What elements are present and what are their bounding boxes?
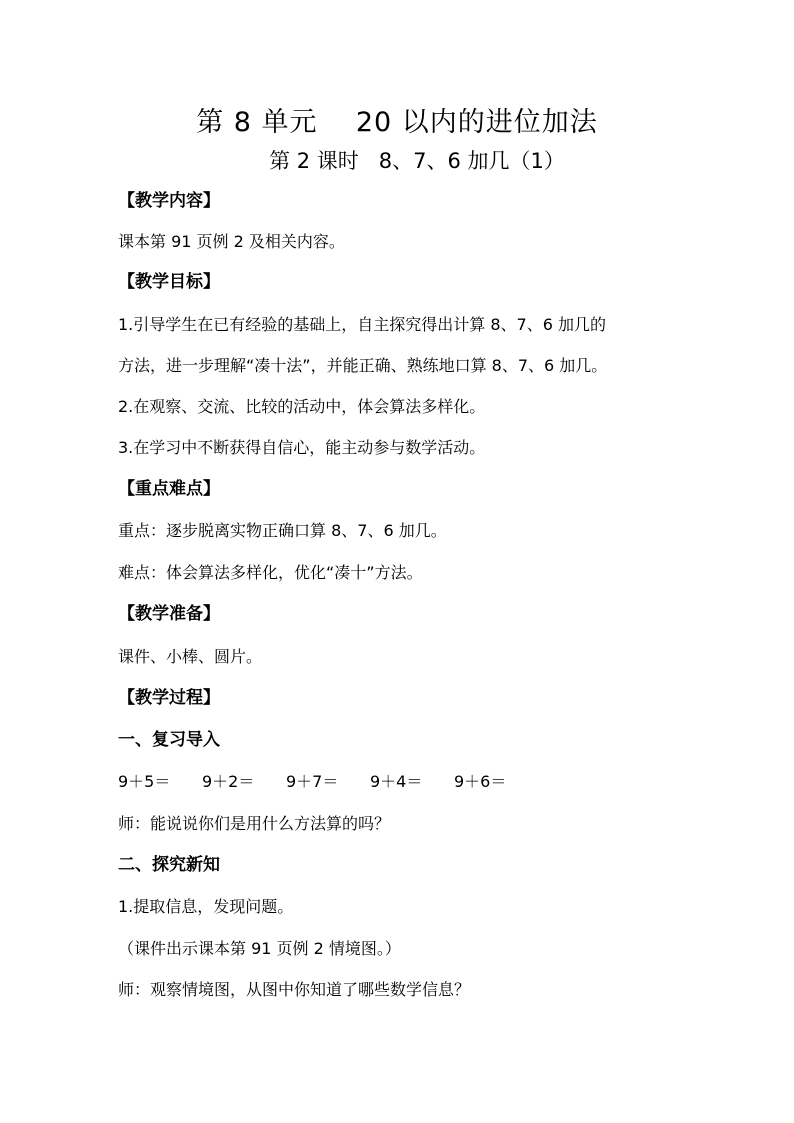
content-text: 课本第 91 页例 2 及相关内容。 (118, 232, 345, 251)
key-points-heading: 【重点难点】 (118, 479, 220, 499)
equation: 9＋5＝ (118, 772, 171, 791)
lesson-subtitle: 第 2 课时 8、7、6 加几（1） (269, 149, 565, 173)
goal-3: 3.在学习中不断获得自信心，能主动参与数学活动。 (118, 438, 486, 457)
equation: 9＋4＝ (370, 772, 423, 791)
teacher-question-1: 师：能说说你们是用什么方法算的吗？ (118, 814, 391, 833)
process-heading: 【教学过程】 (118, 688, 220, 708)
preparation-text: 课件、小棒、圆片。 (118, 647, 263, 666)
goal-2: 2.在观察、交流、比较的活动中，体会算法多样化。 (118, 397, 486, 416)
unit-title: 第 8 单元 20 以内的进位加法 (196, 107, 598, 138)
goal-1-line-1: 1.引导学生在已有经验的基础上，自主探究得出计算 8、7、6 加几的 (118, 315, 606, 334)
part-2-heading: 二、探究新知 (118, 855, 220, 875)
content-heading: 【教学内容】 (118, 191, 220, 211)
courseware-note: （课件出示课本第 91 页例 2 情境图。） (118, 939, 401, 958)
preparation-heading: 【教学准备】 (118, 604, 220, 624)
goal-1-line-2: 方法，进一步理解“凑十法”，并能正确、熟练地口算 8、7、6 加几。 (118, 356, 608, 375)
part-1-heading: 一、复习导入 (118, 730, 220, 750)
equation: 9＋2＝ (202, 772, 255, 791)
step-1: 1.提取信息，发现问题。 (118, 897, 294, 916)
goals-heading: 【教学目标】 (118, 272, 220, 292)
difficulty-point: 难点：体会算法多样化，优化“凑十”方法。 (118, 563, 423, 582)
key-point: 重点：逐步脱离实物正确口算 8、7、6 加几。 (118, 521, 447, 540)
review-equations (118, 771, 538, 793)
equation: 9＋7＝ (286, 772, 339, 791)
teacher-question-2: 师：观察情境图，从图中你知道了哪些数学信息？ (118, 980, 471, 999)
equation: 9＋6＝ (454, 772, 507, 791)
